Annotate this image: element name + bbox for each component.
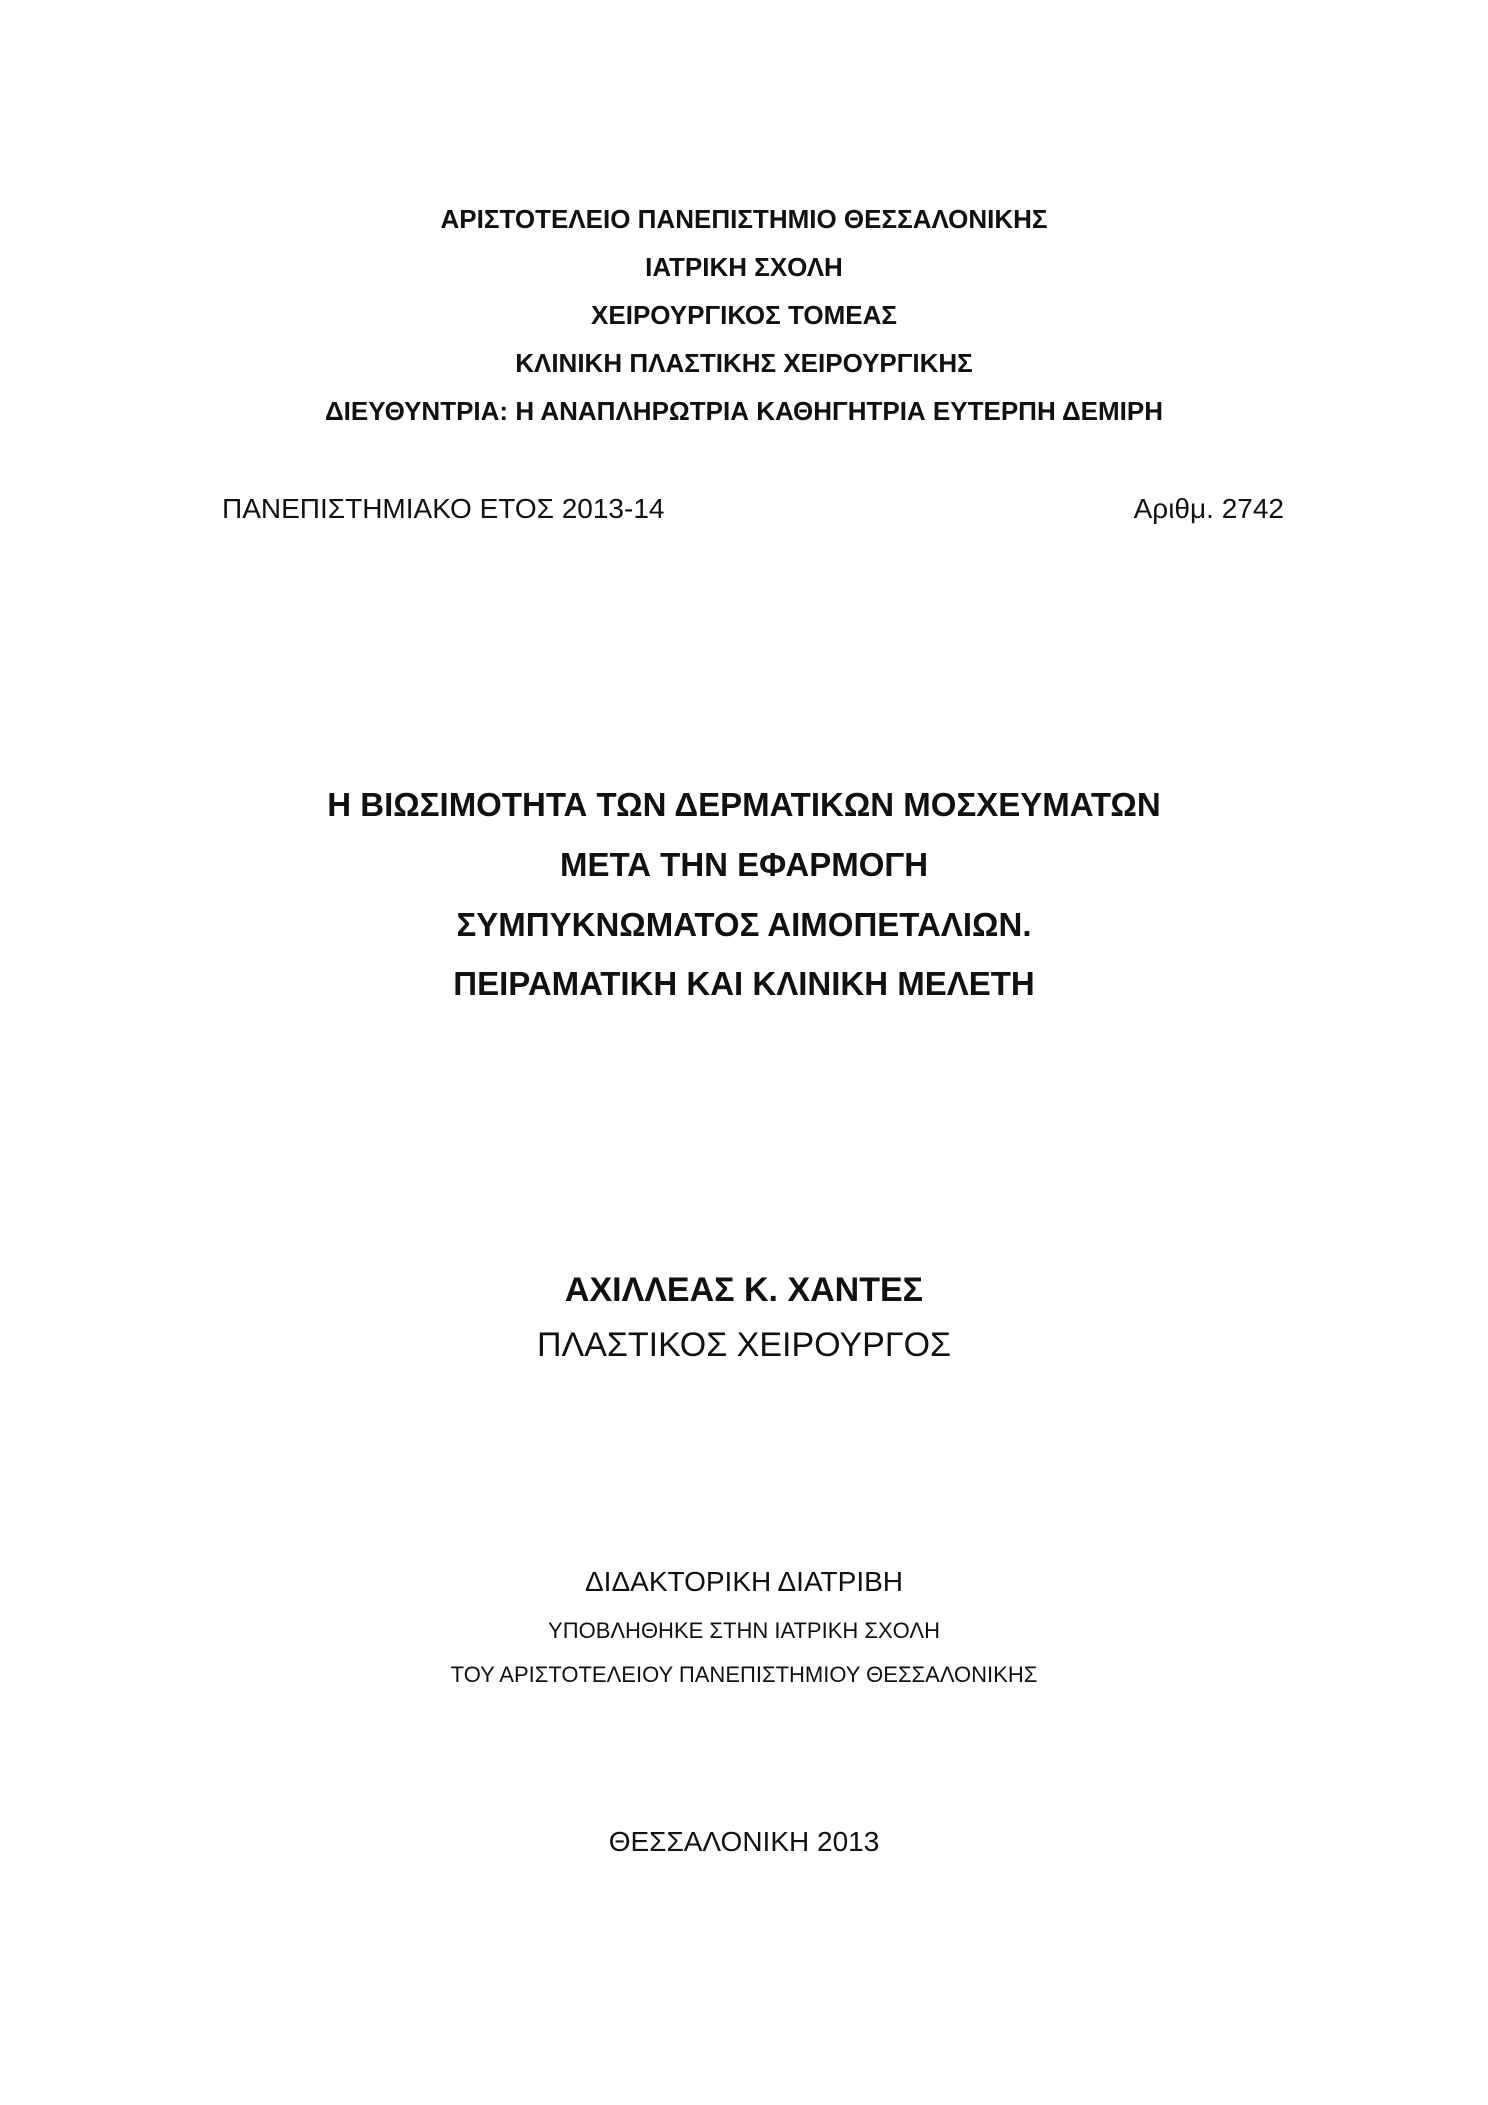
thesis-number: Αριθμ. 2742 [1133,493,1284,524]
submitted-line-2: ΤΟΥ ΑΡΙΣΤΟΤΕΛΕΙΟΥ ΠΑΝΕΠΙΣΤΗΜΙΟΥ ΘΕΣΣΑΛΟΝΙΚΗΣ [450,1662,1038,1687]
place-and-year: ΘΕΣΣΑΛΟΝΙΚΗ 2013 [608,1826,880,1857]
thesis-title-line-3: ΣΥΜΠΥΚΝΩΜΑΤΟΣ ΑΙΜΟΠΕΤΑΛΙΩΝ. [456,906,1032,943]
author-role: ΠΛΑΣΤΙΚΟΣ ΧΕΙΡΟΥΡΓΟΣ [536,1326,952,1364]
academic-year: ΠΑΝΕΠΙΣΤΗΜΙΑΚΟ ΕΤΟΣ 2013-14 [222,493,665,524]
university-name: ΑΡΙΣΤΟΤΕΛΕΙΟ ΠΑΝΕΠΙΣΤΗΜΙΟ ΘΕΣΣΑΛΟΝΙΚΗΣ [440,204,1048,234]
document-type: ΔΙΔΑΚΤΟΡΙΚΗ ΔΙΑΤΡΙΒΗ [584,1566,904,1597]
director-line: ΔΙΕΥΘΥΝΤΡΙΑ: Η ΑΝΑΠΛΗΡΩΤΡΙΑ ΚΑΘΗΓΗΤΡΙΑ ΕΥΤΕΡΠΗ ΔΕΜΙΡΗ [324,396,1164,426]
school-name: ΙΑΤΡΙΚΗ ΣΧΟΛΗ [645,252,843,282]
thesis-title-line-2: ΜΕΤΑ ΤΗΝ ΕΦΑΡΜΟΓΗ [559,846,929,883]
author-name: ΑΧΙΛΛΕΑΣ Κ. ΧΑΝΤΕΣ [564,1271,924,1309]
submitted-line-1: ΥΠΟΒΛΗΘΗΚΕ ΣΤΗΝ ΙΑΤΡΙΚΗ ΣΧΟΛΗ [548,1618,940,1643]
thesis-title-line-4: ΠΕΙΡΑΜΑΤΙΚΗ ΚΑΙ ΚΛΙΝΙΚΗ ΜΕΛΕΤΗ [453,965,1035,1002]
clinic-name: ΚΛΙΝΙΚΗ ΠΛΑΣΤΙΚΗΣ ΧΕΙΡΟΥΡΓΙΚΗΣ [515,348,973,378]
department-name: ΧΕΙΡΟΥΡΓΙΚΟΣ ΤΟΜΕΑΣ [591,300,897,330]
thesis-title-line-1: Η ΒΙΩΣΙΜΟΤΗΤΑ ΤΩΝ ΔΕΡΜΑΤΙΚΩΝ ΜΟΣΧΕΥΜΑΤΩΝ [327,786,1161,823]
